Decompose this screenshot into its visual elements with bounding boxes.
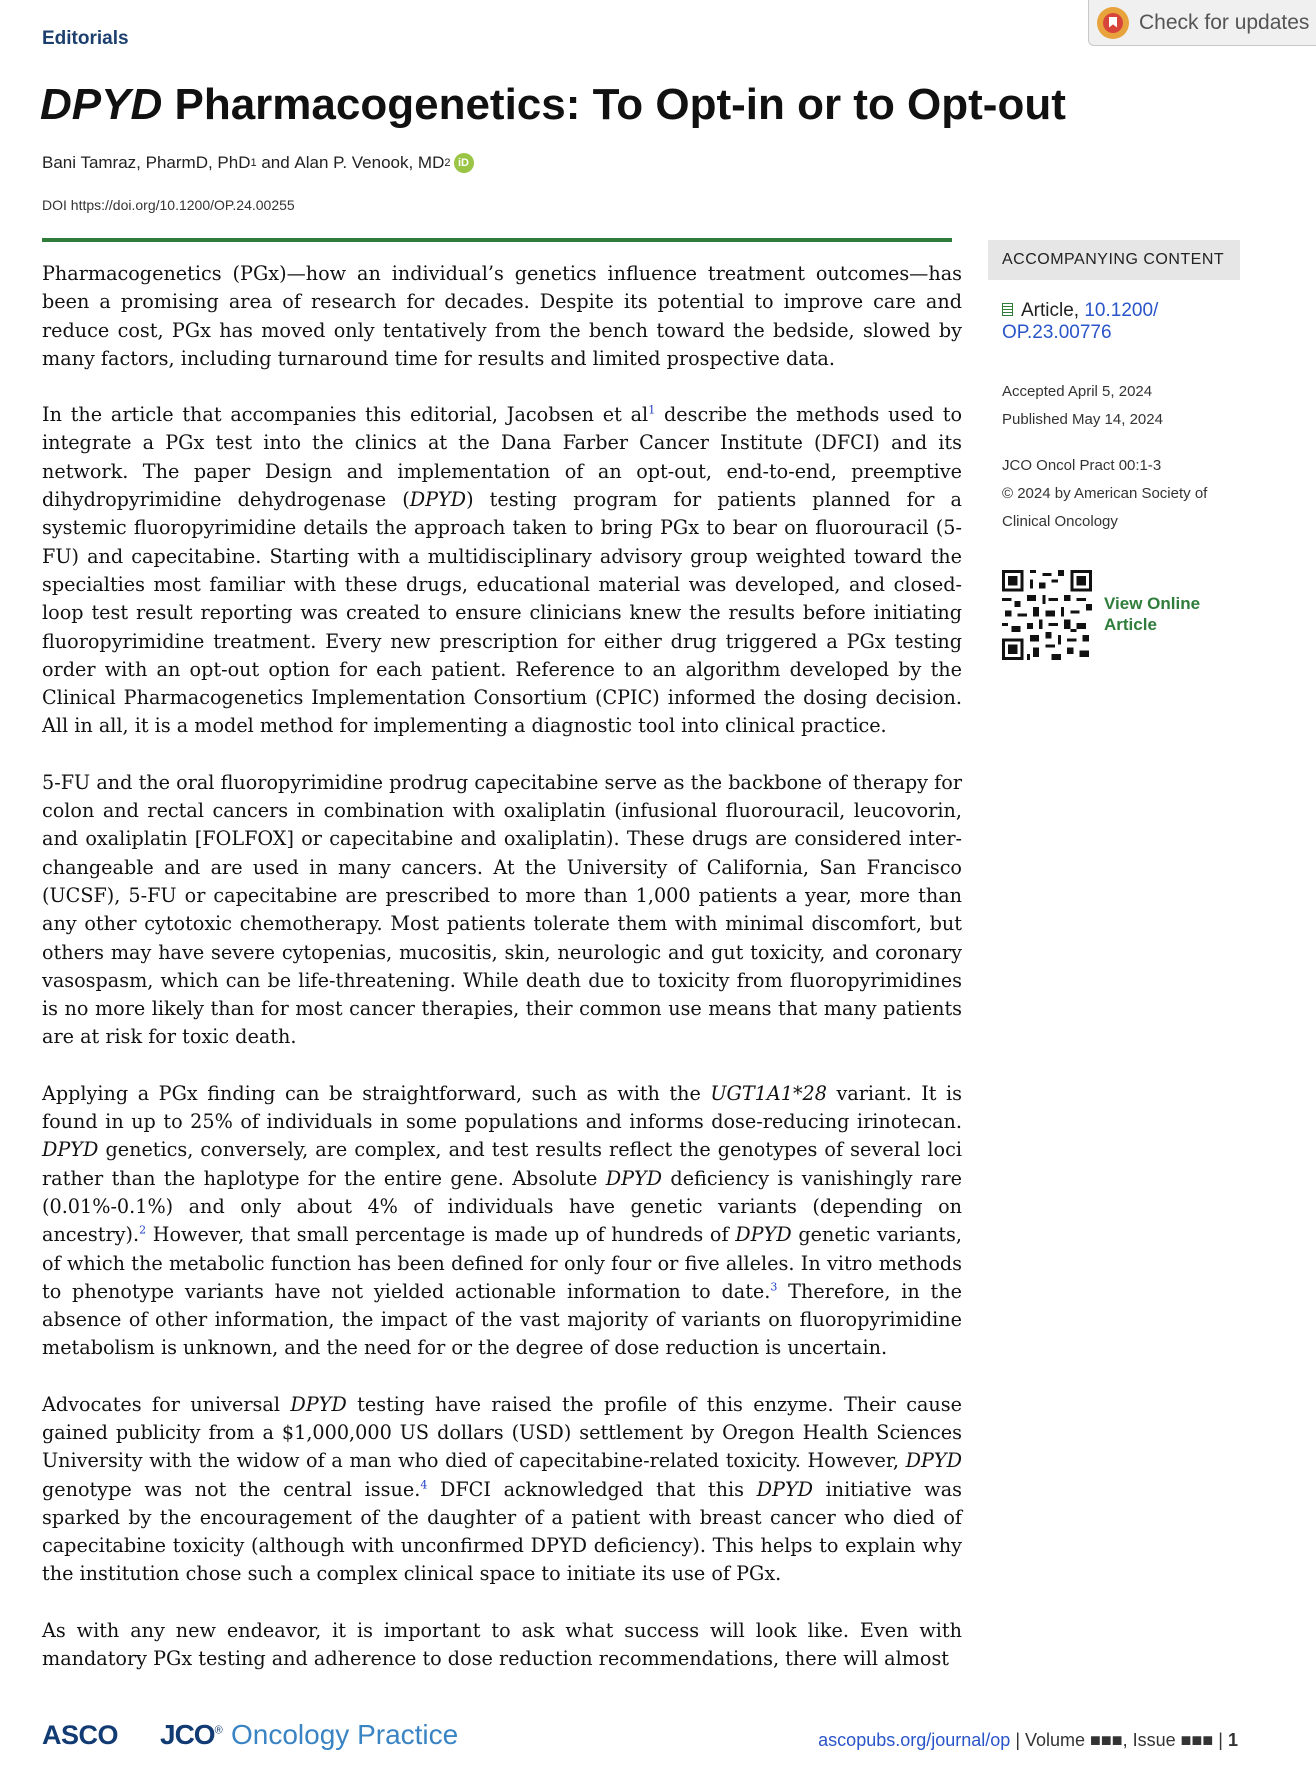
orcid-icon[interactable]: iD bbox=[454, 153, 474, 173]
doi-link[interactable]: DOI https://doi.org/10.1200/OP.24.00255 bbox=[42, 197, 295, 213]
view-online-line-2: Article bbox=[1104, 615, 1157, 634]
registered-mark: ® bbox=[214, 1724, 222, 1737]
accompanying-article[interactable] bbox=[1002, 300, 1242, 344]
published-date: Published May 14, 2024 bbox=[1002, 411, 1163, 428]
crossmark-icon bbox=[1097, 7, 1129, 39]
document-icon bbox=[1002, 303, 1013, 316]
reference-2[interactable]: 2 bbox=[139, 1223, 147, 1237]
paragraph-3: 5-FU and the oral fluoropyrimidine prodrug capecitabine serve as the backbone of therapy for colon and rectal cancers in combination with oxaliplatin (infusional fluorouracil, leucovorin, and oxaliplatin [FOLFOX] or capecitabine and oxaliplatin). These drugs are considered interchangeable and are used in many cancers. At the University of California, San Francisco (UCSF), 5-FU or capecitabine are prescribed to more than 1,000 patients a year, more than any other cytotoxic chemotherapy. Most patients tolerate them with minimal discomfort, but others may have severe cytopenias, mucositis, skin, neurologic and gut toxicity, and coronary vasospasm, which can be life-threatening. While death due to toxicity from fluoropyrimidines is no more likely than for most cancer therapies, their common use means that many patients are at risk for toxic death. bbox=[42, 770, 962, 1049]
paragraph-5 bbox=[42, 1391, 962, 1589]
author-1[interactable]: Bani Tamraz, PharmD, PhD bbox=[42, 153, 251, 172]
author-conjunction: and bbox=[256, 153, 295, 172]
text: Therefore, in the absence of other information, the impact of the vast majority of variants on fluoropyrimidine metabolism is unknown, and the need for or the degree of dose reduction is uncertain. bbox=[42, 1279, 962, 1360]
footer-citation bbox=[790, 1730, 1238, 1751]
gene-name: DPYD bbox=[42, 1138, 99, 1162]
text: describe the methods used to integrate a PGx test into the clinics at the Dana Farber Cancer Institute (DFCI) and its network. The paper Design and implementation of an opt-out, end-to-end, preemptive dihydropyrimidine dehydrogenase ( bbox=[42, 403, 963, 512]
volume-issue: Volume ■■■, Issue ■■■ bbox=[1025, 1730, 1214, 1750]
text: In the article that accompanies this editorial, Jacobsen et al bbox=[42, 403, 649, 427]
text: genetics, conversely, are complex, and test results reflect the genotypes of several loci rather than the haplotype for the entire gene. Absolute bbox=[42, 1138, 962, 1190]
article-doi-link-cont[interactable]: OP.23.00776 bbox=[1002, 322, 1112, 343]
view-online-article-link[interactable] bbox=[1104, 593, 1200, 635]
copyright-line-2: Clinical Oncology bbox=[1002, 513, 1118, 530]
jco-logo bbox=[160, 1719, 222, 1751]
view-online-line-1: View Online bbox=[1104, 594, 1201, 613]
paragraph-1: Pharmacogenetics (PGx)—how an individual’s genetics influence treatment outcomes—has been a promising area of research for decades. Despite its potential to improve care and reduce cost, PGx has moved only tentatively from the bench toward the bedside, slowed by many factors, including turnaround time for results and limited prospective data. bbox=[42, 262, 962, 370]
citation: JCO Oncol Pract 00:1-3 bbox=[1002, 457, 1162, 474]
gene-name: UGT1A1*28 bbox=[710, 1081, 827, 1105]
gene-name: DPYD bbox=[905, 1449, 962, 1473]
check-for-updates-button[interactable] bbox=[1088, 0, 1316, 46]
qr-code-icon[interactable] bbox=[1002, 570, 1092, 660]
reference-3[interactable]: 3 bbox=[770, 1280, 778, 1294]
separator: | bbox=[1213, 1730, 1228, 1750]
reference-4[interactable]: 4 bbox=[420, 1478, 428, 1492]
copyright-line-1: © 2024 by American Society of bbox=[1002, 485, 1208, 502]
gene-name: DPYD bbox=[409, 488, 467, 512]
journal-name: Oncology Practice bbox=[231, 1719, 459, 1750]
article-body bbox=[42, 260, 962, 1701]
text: initiative was sparked by the encouragement of the daughter of a patient with breast cancer who died of capecitabine toxicity (although with unconfirmed DPYD deficiency). This helps to explain why the institution chose such a complex clinical space to initiate its use of PGx. bbox=[42, 1477, 962, 1586]
text: DFCI acknowledged that this bbox=[427, 1477, 757, 1501]
text: testing have raised the profile of this enzyme. Their cause gained publicity from a $1,000,000 US dollars (USD) settlement by Oregon Health Sciences University with the widow of a man who died of capecitabine-related toxicity. However, bbox=[42, 1392, 962, 1473]
separator: | bbox=[1010, 1730, 1025, 1750]
title-text: Pharmacogenetics: To Opt-in or to Opt-out bbox=[162, 80, 1066, 129]
accepted-date: Accepted April 5, 2024 bbox=[1002, 383, 1153, 400]
author-2[interactable]: Alan P. Venook, MD bbox=[294, 153, 445, 172]
header-rule bbox=[42, 238, 952, 242]
text: However, that small percentage is made up of hundreds of bbox=[146, 1223, 736, 1247]
paragraph-2 bbox=[42, 401, 962, 741]
gene-name: DPYD bbox=[735, 1223, 792, 1247]
gene-name: DPYD bbox=[290, 1392, 347, 1416]
article-title bbox=[40, 80, 1066, 130]
text: Advocates for universal bbox=[42, 1392, 291, 1416]
accompanying-content-header: ACCOMPANYING CONTENT bbox=[988, 240, 1240, 280]
check-for-updates-label: Check for updates bbox=[1139, 10, 1310, 34]
page-number: 1 bbox=[1227, 1730, 1238, 1750]
text: genetic variants, of which the metabolic function has been defined for only four or five alleles. In vitro methods to phenotype variants have not yielded actionable information to date. bbox=[42, 1223, 962, 1303]
gene-name: DPYD bbox=[756, 1477, 814, 1501]
article-doi-link[interactable]: 10.1200/ bbox=[1084, 300, 1159, 321]
paragraph-4 bbox=[42, 1080, 962, 1363]
article-label: Article, bbox=[1021, 300, 1080, 321]
reference-1[interactable]: 1 bbox=[648, 403, 656, 417]
jco-wordmark: JCO bbox=[160, 1719, 215, 1750]
text: ) testing program for patients planned for a systemic fluoropyrimidine details the approach taken to bring PGx to bear on fluorouracil (5-FU) and capecitabine. Starting with a multidisciplinary advisory group weighted toward the specialties most familiar with these drugs, educational material was developed, and closed-loop test result reporting was created to ensure clinicians knew the results before initiating fluoropyrimidine treatment. Every new prescription for either drug triggered a PGx testing order with an opt-out option for each patient. Reference to an algorithm developed by the Clinical Pharmacogenetics Implementation Consortium (CPIC) informed the dosing decision. All in all, it is a model method for implementing a diagnostic tool into clinical practice. bbox=[42, 488, 962, 738]
gene-name: DPYD bbox=[605, 1166, 663, 1190]
asco-logo: ASCO bbox=[42, 1720, 119, 1750]
author-line: Bani Tamraz, PharmD, PhD 1 and Alan P. Venook, MD 2 iD bbox=[42, 153, 474, 173]
paragraph-6: As with any new endeavor, it is important to ask what success will look like. Even with mandatory PGx testing and adherence to dose reduction recommendations, there will almost bbox=[42, 1618, 962, 1671]
text: deficiency is vanishingly rare (0.01%-0.1%) and only about 4% of individuals have genetic variants (depending on ancestry). bbox=[42, 1166, 963, 1247]
section-label: Editorials bbox=[42, 28, 129, 49]
text: Applying a PGx finding can be straightforward, such as with the bbox=[42, 1081, 711, 1105]
journal-url[interactable]: ascopubs.org/journal/op bbox=[818, 1730, 1011, 1750]
text: variant. It is found in up to 25% of individuals in some populations and informs dose-reducing irinotecan. bbox=[42, 1081, 962, 1134]
title-gene: DPYD bbox=[40, 80, 163, 129]
text: genotype was not the central issue. bbox=[42, 1477, 421, 1501]
